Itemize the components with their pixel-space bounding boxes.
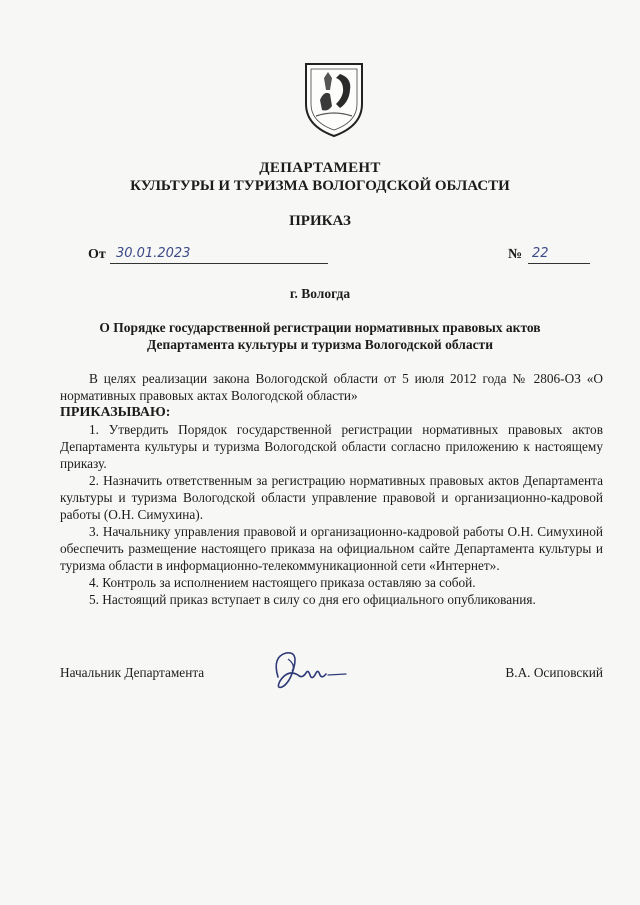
handwritten-signature-icon	[268, 647, 350, 695]
department-subtitle: КУЛЬТУРЫ И ТУРИЗМА ВОЛОГОДСКОЙ ОБЛАСТИ	[130, 178, 510, 194]
document-type: ПРИКАЗ	[289, 213, 351, 229]
date-number-row	[88, 245, 591, 267]
order-item: 5. Настоящий приказ вступает в силу со дня его официального опубликования.	[89, 592, 536, 607]
signatory-name: В.А. Осиповский	[505, 665, 603, 680]
date-value: 30.01.2023	[116, 246, 191, 261]
order-item: 2. Назначить ответственным за регистрацию нормативных правовых актов Департамента культуры и туризма Вологодской области управление правовой и организационно-кадровой работы (О.Н. Симухина).	[60, 473, 603, 522]
date-field	[110, 245, 328, 264]
order-item: 4. Контроль за исполнением настоящего приказа оставляю за собой.	[89, 575, 476, 590]
number-label: №	[508, 247, 523, 262]
order-word: ПРИКАЗЫВАЮ:	[60, 405, 171, 420]
signatory-position: Начальник Департамента	[60, 665, 205, 680]
number-value: 22	[532, 246, 549, 261]
order-body	[60, 370, 603, 608]
city-label: г. Вологда	[289, 286, 351, 301]
coat-of-arms-icon	[302, 60, 366, 140]
order-item: 3. Начальнику управления правовой и организационно-кадровой работы О.Н. Симухиной обеспечить размещение настоящего приказа на официальном сайте Департамента культуры и туризма области в информационно-телекоммуникационной сети «Интернет».	[60, 524, 603, 573]
department-title: ДЕПАРТАМЕНТ	[259, 160, 381, 176]
order-item: 1. Утвердить Порядок государственной регистрации нормативных правовых актов Департамента культуры и туризма Вологодской области согласно приложению к настоящему приказу.	[60, 422, 603, 471]
order-title-line-1: О Порядке государственной регистрации нормативных правовых актов	[99, 320, 541, 335]
date-label: От	[88, 247, 106, 262]
preamble-paragraph: В целях реализации закона Вологодской области от 5 июля 2012 года № 2806-ОЗ «О нормативных правовых актах Вологодской области»	[60, 371, 603, 403]
number-field	[528, 245, 590, 264]
order-title-line-2: Департамента культуры и туризма Вологодской области	[147, 337, 493, 352]
